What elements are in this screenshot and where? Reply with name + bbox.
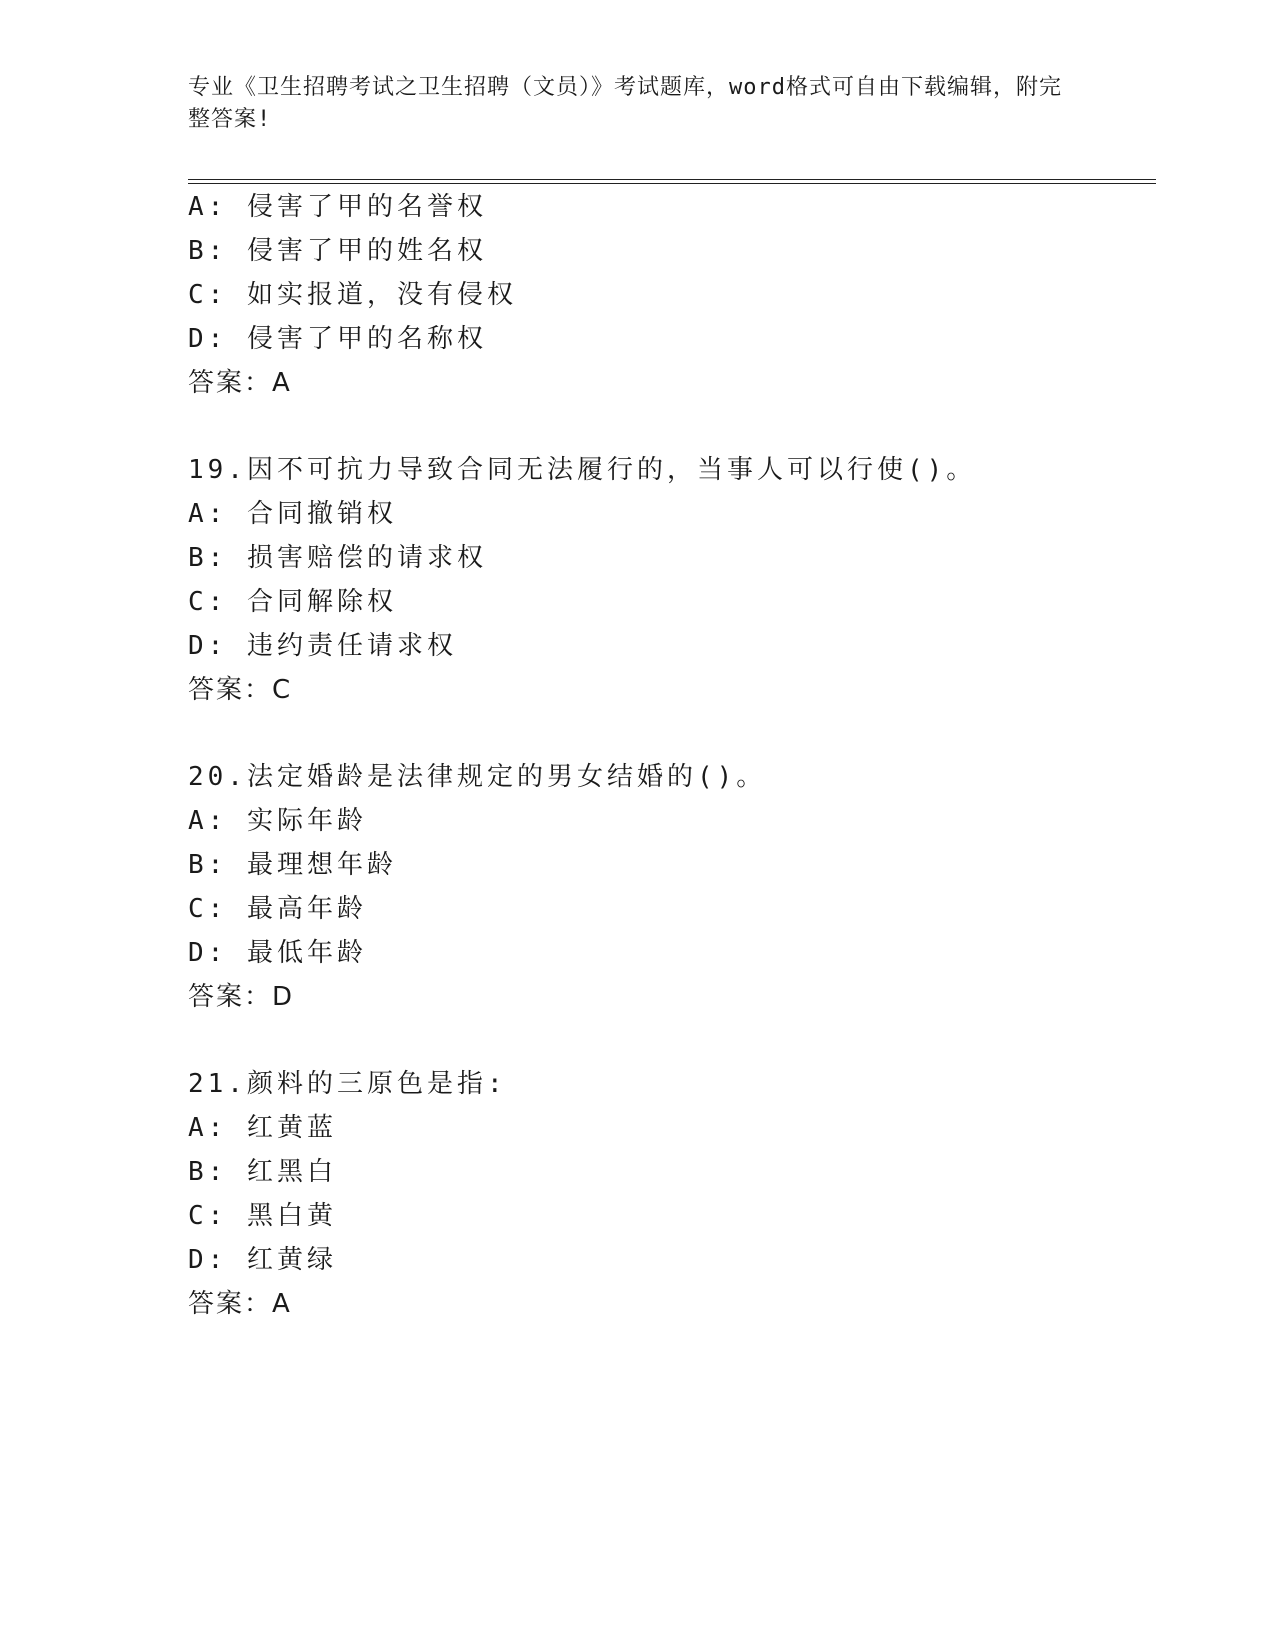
header-rule-bottom bbox=[188, 183, 1156, 184]
q18-option-d: D: 侵害了甲的名称权 bbox=[188, 324, 487, 354]
q21-question: 21.颜料的三原色是指: bbox=[188, 1069, 507, 1099]
q21-option-a: A: 红黄蓝 bbox=[188, 1113, 337, 1143]
q18-option-a: A: 侵害了甲的名誉权 bbox=[188, 192, 487, 222]
q19-option-d: D: 违约责任请求权 bbox=[188, 631, 457, 661]
q20-option-b: B: 最理想年龄 bbox=[188, 850, 397, 880]
q21-option-b: B: 红黑白 bbox=[188, 1157, 337, 1187]
q19-option-c: C: 合同解除权 bbox=[188, 587, 397, 617]
q20-question: 20.法定婚龄是法律规定的男女结婚的()。 bbox=[188, 762, 767, 792]
q19-answer: 答案：C bbox=[188, 675, 293, 705]
document-header: 专业《卫生招聘考试之卫生招聘（文员）》考试题库，word格式可自由下载编辑，附完整答案! bbox=[188, 75, 1062, 132]
q21-option-c: C: 黑白黄 bbox=[188, 1201, 337, 1231]
q21-option-d: D: 红黄绿 bbox=[188, 1245, 337, 1275]
q19-option-a: A: 合同撤销权 bbox=[188, 499, 397, 529]
q18-option-c: C: 如实报道，没有侵权 bbox=[188, 280, 517, 310]
q19-question: 19.因不可抗力导致合同无法履行的，当事人可以行使()。 bbox=[188, 455, 977, 485]
q18-option-b: B: 侵害了甲的姓名权 bbox=[188, 236, 487, 266]
q20-option-d: D: 最低年龄 bbox=[188, 938, 367, 968]
q21-answer: 答案：A bbox=[188, 1289, 292, 1319]
q20-answer: 答案：D bbox=[188, 982, 295, 1012]
q18-answer: 答案：A bbox=[188, 368, 292, 398]
q20-option-c: C: 最高年龄 bbox=[188, 894, 367, 924]
header-rule-top bbox=[188, 179, 1156, 180]
q19-option-b: B: 损害赔偿的请求权 bbox=[188, 543, 487, 573]
q20-option-a: A: 实际年龄 bbox=[188, 806, 367, 836]
